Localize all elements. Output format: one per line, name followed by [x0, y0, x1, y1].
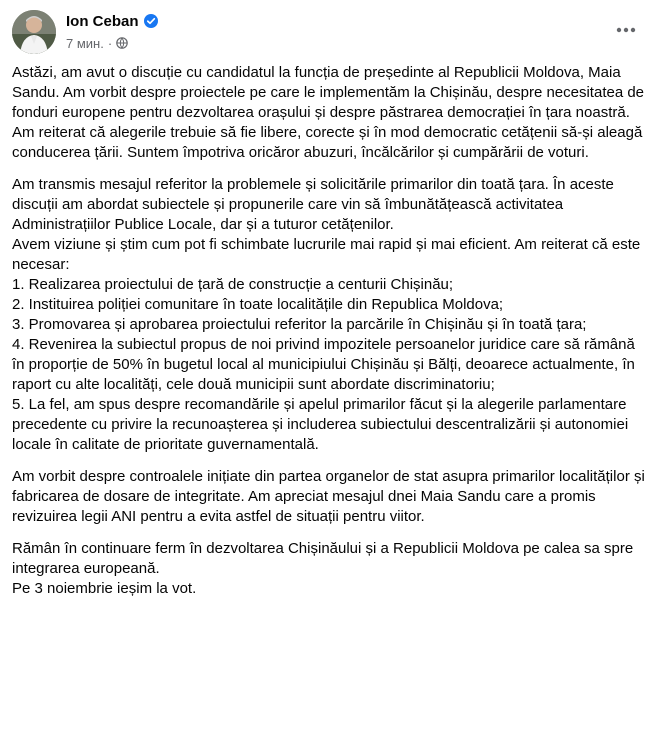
post-paragraph: Rămân în continuare ferm în dezvoltarea Chișinăului și a Republicii Moldova pe calea sa spre integrarea europeană. Pe 3 noiembrie ieșim la vot. [12, 540, 634, 597]
author-block [66, 11, 158, 52]
verified-badge-icon [144, 14, 158, 28]
more-options-icon[interactable] [614, 20, 638, 40]
post-meta [66, 34, 158, 52]
post-header [12, 10, 646, 54]
post-paragraph: Am vorbit despre controalele inițiate din partea organelor de stat asupra primarilor localităților și fabricarea de dosare de integritate. Am apreciat mesajul dnei Maia Sandu care a promis revizuirea legii ANI pentru a evita astfel de situații pentru viitor. [12, 468, 645, 525]
profile-photo [12, 10, 56, 54]
globe-icon[interactable] [116, 37, 128, 49]
author-row [66, 11, 158, 31]
avatar[interactable] [12, 10, 56, 54]
post-body [12, 63, 646, 611]
post-timestamp[interactable]: 7 мин. [66, 35, 104, 51]
post-paragraph: Am transmis mesajul referitor la problemele și solicitările primarilor din toată țara. În aceste discuții am abordat subiectele și propunerile care vin să îmbunătățească activitatea Administrațiilor Publice Locale, dar și a tuturor cetățenilor. Avem viziune și știm cum pot fi schimbate lucrurile mai rapid și mai eficient. Am reiterat că este necesar: 1. Realizarea proiectului de țară de construcție a centurii Chișinău; 2. Instituirea poliției comunitare în toate localitățile din Republica Moldova; 3. Promovarea și aprobarea proiectului referitor la parcările în Chișinău și în toată țara; 4. Revenirea la subiectul propus de noi privind impozitele persoanelor juridice care să rămână în proporție de 50% în bugetul local al municipiului Chișinău și Bălți, deoarece actualmente, în raport cu alte localități, cele două municipii sunt abordate discriminatoriu; 5. La fel, am spus despre recomandările și apelul primarilor făcut și la alegerile parlamentare precedente cu privire la recunoașterea și includerea subiectului descentralizării și autonomiei locale în calitate de prioritate guvernamentală. [12, 176, 641, 453]
meta-separator: · [107, 35, 113, 51]
author-name[interactable]: Ion Ceban [66, 12, 139, 30]
post-paragraph: Astăzi, am avut o discuție cu candidatul la funcția de președinte al Republicii Moldova, Maia Sandu. Am vorbit despre proiectele pe care le implementăm la Chișinău, despre necesitatea de fonduri europene pentru dezvoltarea orașului și despre păstrarea democrației în țara noastră. Am reiterat că alegerile trebuie să fie libere, corecte și în mod democratic cetățenii să-și aleagă conducerea țării. Suntem împotriva oricăror abuzuri, încălcărilor și cumpărării de voturi. [12, 64, 645, 161]
